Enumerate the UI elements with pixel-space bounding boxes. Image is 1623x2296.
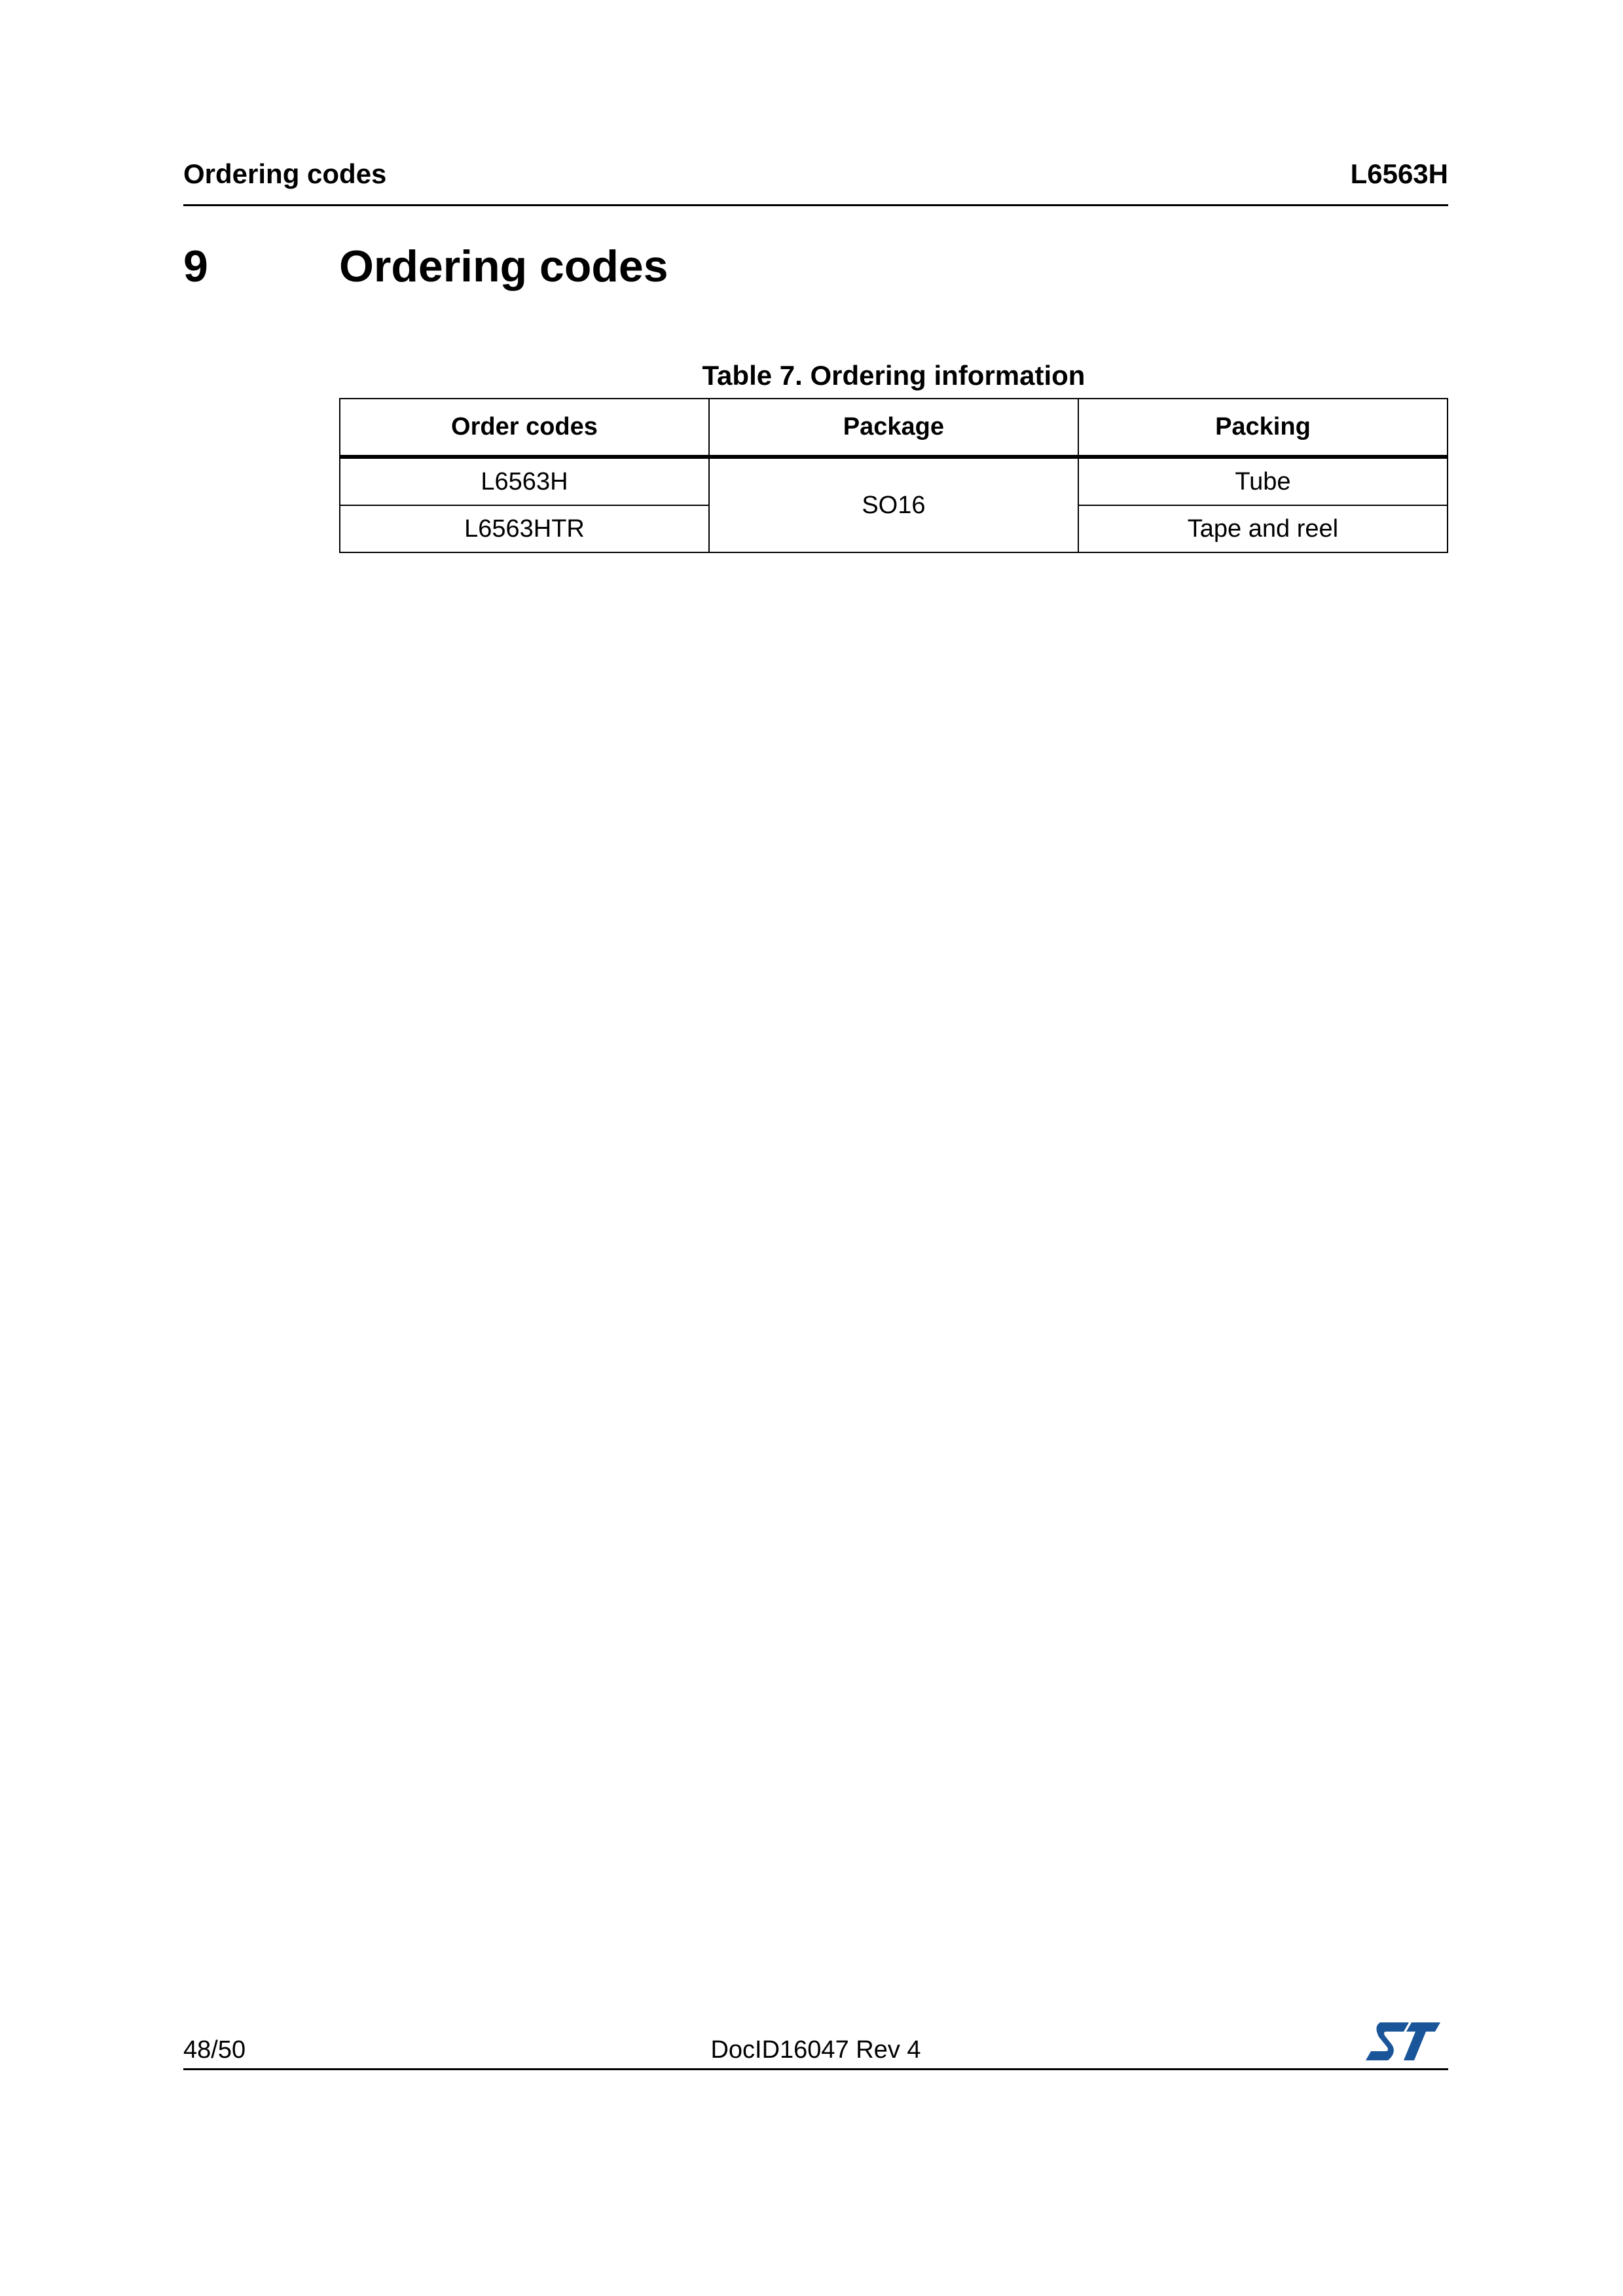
ordering-information-table — [339, 398, 1448, 553]
cell-packing: Tube — [1078, 457, 1448, 505]
header-part-number: L6563H — [1350, 158, 1448, 189]
table-caption: Table 7. Ordering information — [702, 360, 1085, 391]
table-row — [340, 457, 1448, 505]
cell-packing: Tape and reel — [1078, 505, 1448, 552]
page-footer — [183, 2009, 1448, 2070]
header-section-title: Ordering codes — [183, 158, 387, 189]
cell-package: SO16 — [709, 457, 1078, 552]
cell-order-code: L6563HTR — [340, 505, 709, 552]
running-header — [183, 158, 1448, 206]
column-header-package: Package — [709, 399, 1078, 457]
cell-order-code: L6563H — [340, 457, 709, 505]
table-header-row — [340, 399, 1448, 457]
column-header-packing: Packing — [1078, 399, 1448, 457]
column-header-order-codes: Order codes — [340, 399, 709, 457]
st-logo-icon — [1363, 2020, 1442, 2063]
section-title: Ordering codes — [339, 242, 668, 291]
page-number: 48/50 — [183, 2036, 246, 2064]
section-number: 9 — [183, 242, 208, 291]
document-id: DocID16047 Rev 4 — [710, 2036, 921, 2064]
